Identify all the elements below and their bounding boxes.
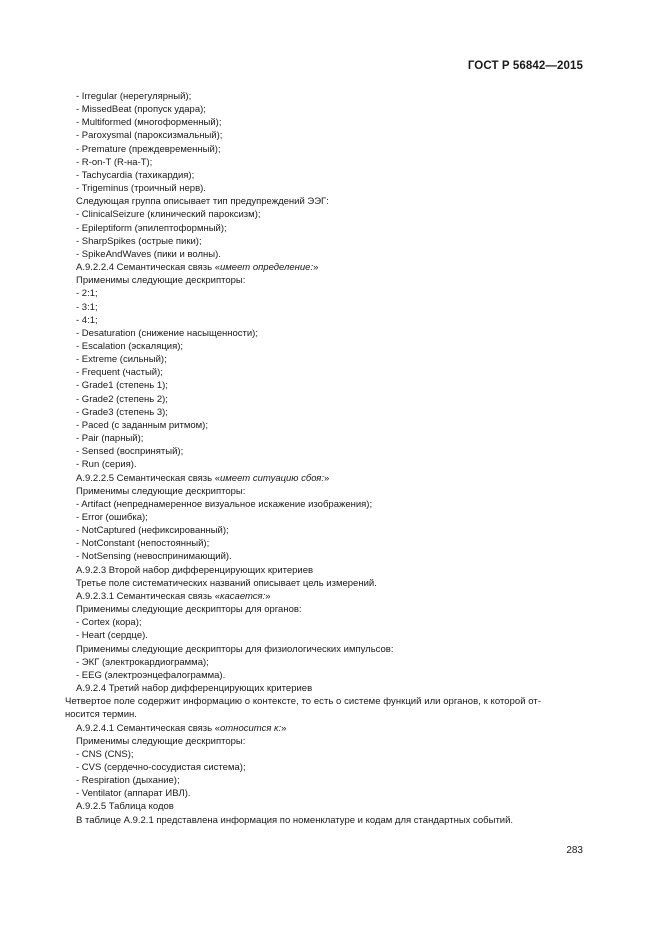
list-item: - R-on-T (R-на-T); [76, 156, 153, 168]
paragraph: Применимы следующие дескрипторы: [76, 275, 246, 287]
list-item: - NotCaptured (нефиксированный); [76, 525, 229, 537]
list-item: - Irregular (нерегулярный); [76, 91, 192, 102]
list-item: - Artifact (непреднамеренное визуальное искажение изображения); [76, 498, 373, 510]
list-item: - SharpSpikes (острые пики); [76, 235, 202, 247]
list-item: - Grade2 (степень 2); [76, 393, 168, 405]
list-item: - Grade1 (степень 1); [76, 380, 168, 392]
list-item: - CVS (сердечно-сосудистая система); [76, 761, 246, 773]
list-item: - Trigeminus (троичный нерв). [76, 183, 206, 195]
page-number: 283 [566, 845, 583, 856]
paragraph: Применимы следующие дескрипторы: [76, 735, 246, 747]
list-item: - Ventilator (аппарат ИВЛ). [76, 788, 191, 800]
page-body [65, 90, 586, 827]
list-item: - Cortex (кора); [76, 617, 142, 629]
section-heading: A.9.2.4 Третий набор дифференцирующих критериев [76, 683, 313, 695]
section-heading: A.9.2.3.1 Семантическая связь «касается:» [76, 590, 271, 602]
list-item: - NotSensing (невоспринимающий). [76, 551, 232, 563]
section-heading: A.9.2.4.1 Семантическая связь «относится к:» [76, 722, 287, 734]
list-item: - Epileptiform (эпилептоформный); [76, 222, 227, 234]
paragraph: Применимы следующие дескрипторы для органов: [76, 604, 302, 616]
list-item: - CNS (CNS); [76, 748, 134, 760]
list-item: - Multiformed (многоформенный); [76, 117, 222, 129]
paragraph: Четвертое поле содержит информацию о контексте, то есть о системе функций или органов, к которой от- [65, 696, 542, 708]
section-heading: A.9.2.2.4 Семантическая связь «имеет определение:» [76, 262, 319, 274]
section-heading: A.9.2.3 Второй набор дифференцирующих критериев [76, 564, 314, 576]
list-item: - NotConstant (непостоянный); [76, 538, 210, 550]
list-item: - 4:1; [76, 314, 98, 326]
list-item: - 2:1; [76, 288, 98, 300]
section-heading: A.9.2.2.5 Семантическая связь «имеет ситуацию сбоя:» [76, 472, 330, 484]
paragraph: Применимы следующие дескрипторы: [76, 485, 246, 497]
section-heading: A.9.2.5 Таблица кодов [76, 801, 174, 813]
list-item: - Error (ошибка); [76, 512, 148, 523]
list-item: - Heart (сердце). [76, 630, 148, 642]
list-item: - Frequent (частый); [76, 367, 163, 379]
list-item: - Sensed (воспринятый); [76, 446, 184, 458]
list-item: - Paced (с заданным ритмом); [76, 419, 208, 431]
list-item: - Extreme (сильный); [76, 354, 167, 366]
paragraph: В таблице A.9.2.1 представлена информация по номенклатуре и кодам для стандартных событий. [76, 814, 514, 826]
list-item: - Premature (преждевременный); [76, 143, 221, 155]
list-item: - Respiration (дыхание); [76, 775, 180, 787]
list-item: - EEG (электроэнцефалограмма). [76, 669, 226, 681]
paragraph: Третье поле систематических названий описывает цель измерений. [76, 577, 377, 589]
list-item: - Run (серия). [76, 459, 137, 471]
list-item: - Tachycardia (тахикардия); [76, 169, 195, 181]
document-header: ГОСТ Р 56842—2015 [467, 60, 583, 72]
paragraph: Применимы следующие дескрипторы для физиологических импульсов: [76, 643, 394, 655]
list-item: - SpikeAndWaves (пики и волны). [76, 248, 221, 260]
paragraph: носится термин. [65, 709, 137, 721]
list-item: - 3:1; [76, 301, 98, 313]
list-item: - Pair (парный); [76, 433, 144, 445]
list-item: - MissedBeat (пропуск удара); [76, 104, 206, 116]
list-item: - Grade3 (степень 3); [76, 406, 168, 418]
list-item: - ClinicalSeizure (клинический пароксизм); [76, 209, 261, 221]
paragraph: Следующая группа описывает тип предупреждений ЭЭГ: [76, 196, 329, 208]
list-item: - Escalation (эскаляция); [76, 340, 184, 352]
list-item: - ЭКГ (электрокардиограмма); [76, 656, 209, 668]
list-item: - Paroxysmal (пароксизмальный); [76, 130, 223, 142]
list-item: - Desaturation (снижение насыщенности); [76, 327, 258, 339]
